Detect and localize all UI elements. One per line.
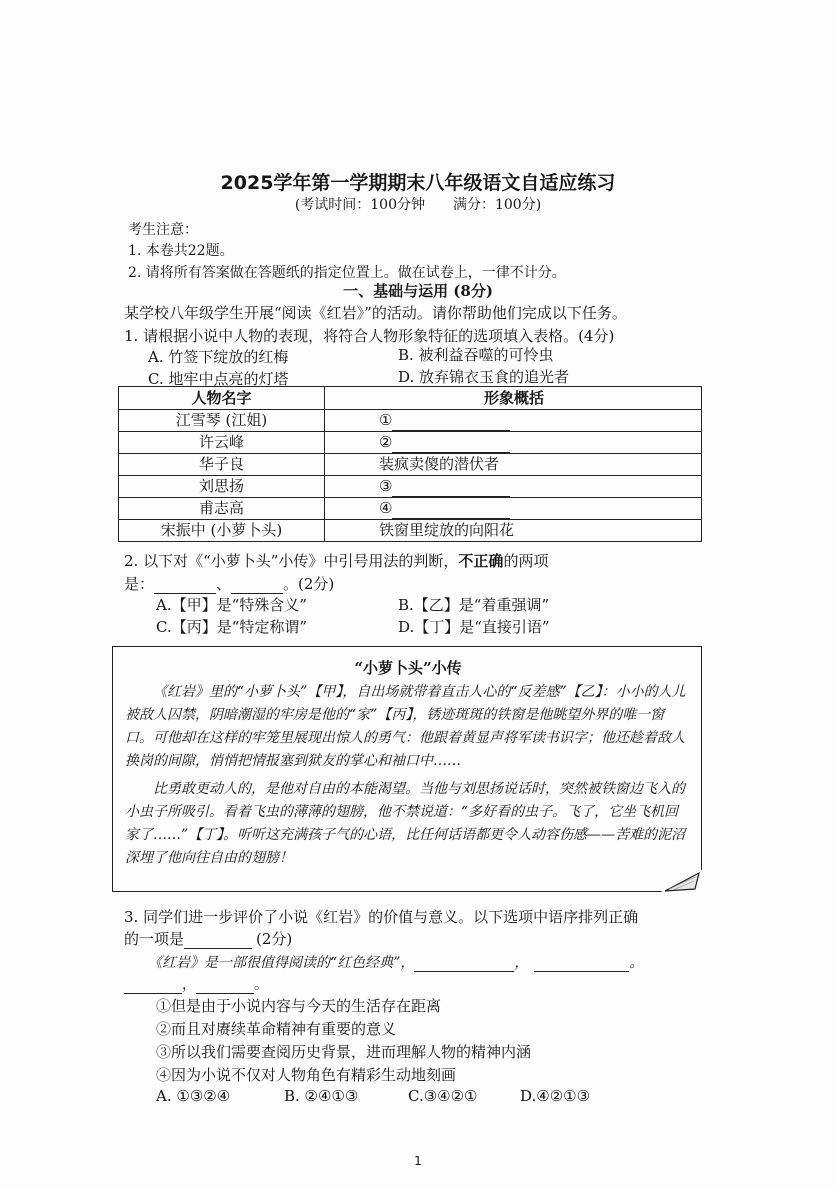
table-row-name: 甫志高 xyxy=(198,499,244,517)
q2-answer-line: 是： 、 。(2分) xyxy=(124,575,335,593)
section-heading: 一、基础与运用 (8分) xyxy=(343,282,493,300)
answer-blank xyxy=(392,437,510,453)
table-row-name: 华子良 xyxy=(198,455,244,473)
q3-item-3: ③所以我们需要查阅历史背景，进而理解人物的精神内涵 xyxy=(156,1043,532,1061)
notice-heading: 考生注意： xyxy=(128,222,198,238)
q2-option-a: A.【甲】是“特殊含义” xyxy=(156,596,307,614)
passage-box xyxy=(112,646,702,892)
q3-item-4: ④因为小说不仅对人物角色有精彩生动地刻画 xyxy=(156,1066,457,1084)
answer-blank xyxy=(184,934,252,949)
exam-title: 2025学年第一学期期末八年级语文自适应练习 xyxy=(220,172,616,194)
q2-stem: 2. 以下对《“小萝卜头”小传》中引号用法的判断，不正确的两项 xyxy=(124,552,549,570)
table-row-name: 许云峰 xyxy=(198,433,244,451)
q1-option-a: A. 竹签下绽放的红梅 xyxy=(148,348,289,366)
q3-lead-continuation: ， 。 xyxy=(124,974,268,994)
page-curl-icon xyxy=(659,869,703,893)
character-table xyxy=(118,386,702,542)
q2-emphasis: 不正确 xyxy=(458,552,504,570)
exam-subtitle: (考试时间：100分钟 满分：100分) xyxy=(294,197,542,213)
q3-choice-d: D.④②①③ xyxy=(520,1087,591,1105)
table-row-value: 装疯卖傻的潜伏者 xyxy=(379,455,500,473)
table-row-name: 江雪琴 (江姐) xyxy=(175,411,268,429)
q3-item-2: ②而且对赓续革命精神有重要的意义 xyxy=(156,1020,397,1038)
passage-paragraph-2: 比勇敢更动人的，是他对自由的本能渴望。当他与刘思扬说话时，突然被铁窗边飞入的小虫子所吸引。看着飞虫的薄薄的翅膀，他不禁说道：“多好看的虫子。飞了，它坐飞机回家了……”【丁】。听听这充满孩子气的心语，比任何话语都更令人动容伤感——苦难的泥沼深埋了他向往自由的翅膀！ xyxy=(125,781,686,866)
q2-option-d: D.【丁】是“直接引语” xyxy=(398,618,550,636)
q3-stem-line-1: 3. 同学们进一步评价了小说《红岩》的价值与意义。以下选项中语序排列正确 xyxy=(124,908,639,926)
table-row-value: ② xyxy=(325,431,703,453)
q1-option-c: C. 地牢中点亮的灯塔 xyxy=(148,370,289,388)
section-intro: 某学校八年级学生开展“阅读《红岩》”的活动。请你帮助他们完成以下任务。 xyxy=(124,304,627,322)
q3-choice-b: B. ②④①③ xyxy=(284,1087,359,1105)
table-row-name: 宋振中 (小萝卜头) xyxy=(160,521,283,539)
table-header-summary: 形象概括 xyxy=(483,389,544,407)
q3-item-1: ①但是由于小说内容与今天的生活存在距离 xyxy=(156,997,442,1015)
q2-option-c: C.【丙】是“特定称谓” xyxy=(156,618,308,636)
notice-item-1: 1. 本卷共22题。 xyxy=(128,243,234,259)
answer-blank xyxy=(392,503,510,519)
table-row-name: 刘思扬 xyxy=(198,477,244,495)
q3-lead-sentence: 《红岩》是一部很值得阅读的“红色经典”， ， 。 xyxy=(148,955,644,971)
q1-stem: 1. 请根据小说中人物的表现，将符合人物形象特征的选项填入表格。(4分) xyxy=(124,327,615,345)
passage-paragraph-1: 《红岩》里的“小萝卜头”【甲】，自出场就带着直击人心的“反差感”【乙】：小小的人儿被敌人囚禁，阴暗潮湿的牢房是他的“家”【丙】，锈迹斑斑的铁窗是他眺望外界的唯一窗口。可他却在这样的牢笼里展现出惊人的勇气：他跟着黄显声将军读书识字；他还趁着敌人换岗的间隙，悄悄把情报塞到狱友的掌心和袖口中…… xyxy=(125,684,686,769)
answer-blank xyxy=(414,957,514,972)
answer-blank xyxy=(392,481,510,497)
q3-choice-a: A. ①③②④ xyxy=(156,1087,231,1105)
passage-title: “小萝卜头”小传 xyxy=(354,659,462,677)
q1-option-d: D. 放弃锦衣玉食的追光者 xyxy=(398,368,570,386)
table-header-name: 人物名字 xyxy=(191,389,252,407)
answer-blank xyxy=(154,579,216,594)
answer-blank xyxy=(231,579,283,594)
answer-blank xyxy=(392,415,510,431)
notice-item-2: 2. 请将所有答案做在答题纸的指定位置上。做在试卷上，一律不计分。 xyxy=(128,265,566,281)
table-row-value: ④ xyxy=(325,497,703,519)
q2-option-b: B.【乙】是“着重强调” xyxy=(398,596,550,614)
answer-blank xyxy=(196,979,254,994)
table-row-value: 铁窗里绽放的向阳花 xyxy=(379,521,515,539)
table-row-value: ③ xyxy=(325,475,703,497)
answer-blank xyxy=(534,957,629,972)
table-row-value: ① xyxy=(325,409,703,431)
page-number: 1 xyxy=(414,1154,422,1168)
answer-blank xyxy=(124,979,182,994)
q1-option-b: B. 被利益吞噬的可怜虫 xyxy=(398,346,554,364)
q3-choice-c: C.③④②① xyxy=(408,1087,478,1105)
q3-stem-line-2: 的一项是 (2分) xyxy=(124,930,293,948)
